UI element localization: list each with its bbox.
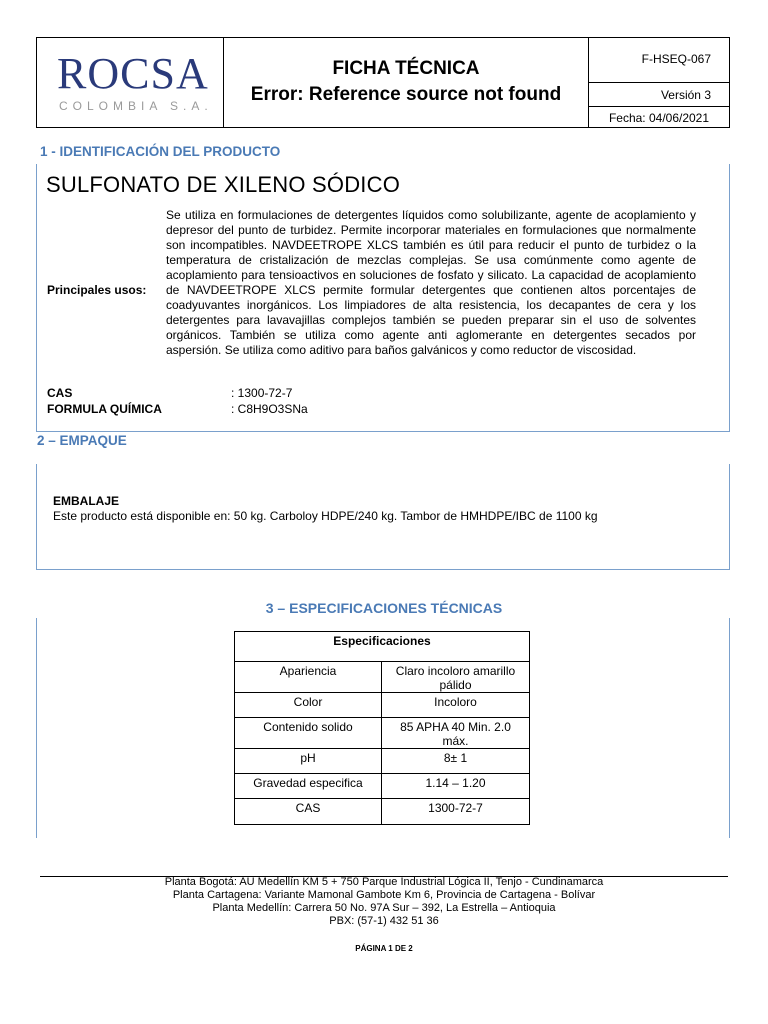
- spec-value: 1.14 – 1.20: [382, 774, 530, 799]
- footer-line-pbx: PBX: (57-1) 432 51 36: [329, 915, 439, 927]
- footer-line-cartagena: Planta Cartagena: Variante Mamonal Gambote Km 6, Provincia de Cartagena - Bolívar: [172, 889, 596, 901]
- section2-border-left: [36, 464, 37, 570]
- footer-line-medellin: Planta Medellín: Carrera 50 No. 97A Sur – 392, La Estrella – Antioquia: [212, 902, 556, 914]
- footer-line-bogota: Planta Bogotá: AU Medellín KM 5 + 750 Parque Industrial Lógica II, Tenjo - Cundinamarca: [164, 876, 604, 888]
- packaging-text: Este producto está disponible en: 50 kg. Carboloy HDPE/240 kg. Tambor de HMHDPE/IBC de 1100 kg: [53, 509, 598, 523]
- document-version: Versión 3: [589, 83, 729, 107]
- spec-value: 1300-72-7: [382, 799, 530, 825]
- uses-label: Principales usos:: [47, 283, 147, 297]
- section3-border-right: [729, 618, 730, 838]
- specifications-table: [234, 631, 530, 825]
- table-row: [235, 718, 530, 749]
- logo-main-text: ROCSA: [57, 49, 209, 98]
- document-subtitle: Error: Reference source not found: [250, 84, 562, 105]
- section2-border-right: [729, 464, 730, 570]
- cas-label: CAS: [47, 386, 73, 400]
- title-cell: [224, 38, 589, 127]
- table-row: [235, 662, 530, 693]
- spec-param: pH: [235, 749, 382, 774]
- spec-param: CAS: [235, 799, 382, 825]
- table-row: [235, 774, 530, 799]
- document-header: [36, 37, 730, 128]
- spec-param: Color: [235, 693, 382, 718]
- meta-cell: [589, 38, 729, 127]
- table-row: [235, 799, 530, 825]
- section1-heading: 1 - IDENTIFICACIÓN DEL PRODUCTO: [40, 144, 281, 159]
- footer: [0, 876, 768, 928]
- logo-sub-text: COLOMBIA S.A.: [59, 99, 213, 113]
- table-header: Especificaciones: [235, 632, 530, 662]
- spec-value: 8± 1: [382, 749, 530, 774]
- packaging-label: EMBALAJE: [53, 494, 120, 508]
- section3-border-left: [36, 618, 37, 838]
- document-title: FICHA TÉCNICA: [332, 58, 480, 79]
- section1-border-left: [36, 164, 37, 432]
- section2-border-bottom: [36, 569, 730, 570]
- table-row: [235, 693, 530, 718]
- section1-border-right: [729, 164, 730, 432]
- section1-border-bottom: [36, 431, 730, 432]
- spec-value: Claro incoloro amarillo pálido: [382, 662, 530, 693]
- document-code: F-HSEQ-067: [589, 38, 729, 83]
- page-number: PÁGINA 1 DE 2: [355, 944, 413, 953]
- section3-heading: 3 – ESPECIFICACIONES TÉCNICAS: [265, 600, 503, 616]
- formula-value: : C8H9O3SNa: [231, 402, 308, 416]
- logo: [37, 38, 224, 127]
- spec-param: Gravedad especifica: [235, 774, 382, 799]
- document-date: Fecha: 04/06/2021: [608, 111, 710, 125]
- product-name: SULFONATO DE XILENO SÓDICO: [46, 172, 401, 197]
- section2-heading: 2 – EMPAQUE: [37, 433, 127, 448]
- cas-value: : 1300-72-7: [231, 386, 293, 400]
- table-row: [235, 749, 530, 774]
- formula-label: FORMULA QUÍMICA: [47, 402, 162, 416]
- spec-value: Incoloro: [382, 693, 530, 718]
- spec-value: 85 APHA 40 Min. 2.0 máx.: [382, 718, 530, 749]
- spec-param: Apariencia: [235, 662, 382, 693]
- spec-param: Contenido solido: [235, 718, 382, 749]
- uses-text: Se utiliza en formulaciones de detergentes líquidos como solubilizante, agente de acoplamiento y depresor del punto de turbidez. Permite incorporar materiales en formulaciones que normalmente son incompatibles. NAVDEETROPE XLCS también es útil para reducir el punto de turbidez o la temperatura de cristalización de mezclas complejas. Se usa comúnmente como agente de acoplamiento para tensioactivos en soluciones de fosfato y silicato. La capacidad de acoplamiento de NAVDEETROPE XLCS permite formular detergentes que contienen altos porcentajes de coadyuvantes inorgánicos. Los limpiadores de alta resistencia, los decapantes de cera y los detergentes para lavavajillas complejos también se pueden preparar sin el uso de solventes orgánicos. También se utiliza como agente anti aglomerante en detergentes secados por aspersión. Se utiliza como aditivo para baños galvánicos y como reductor de viscosidad.: [166, 208, 696, 357]
